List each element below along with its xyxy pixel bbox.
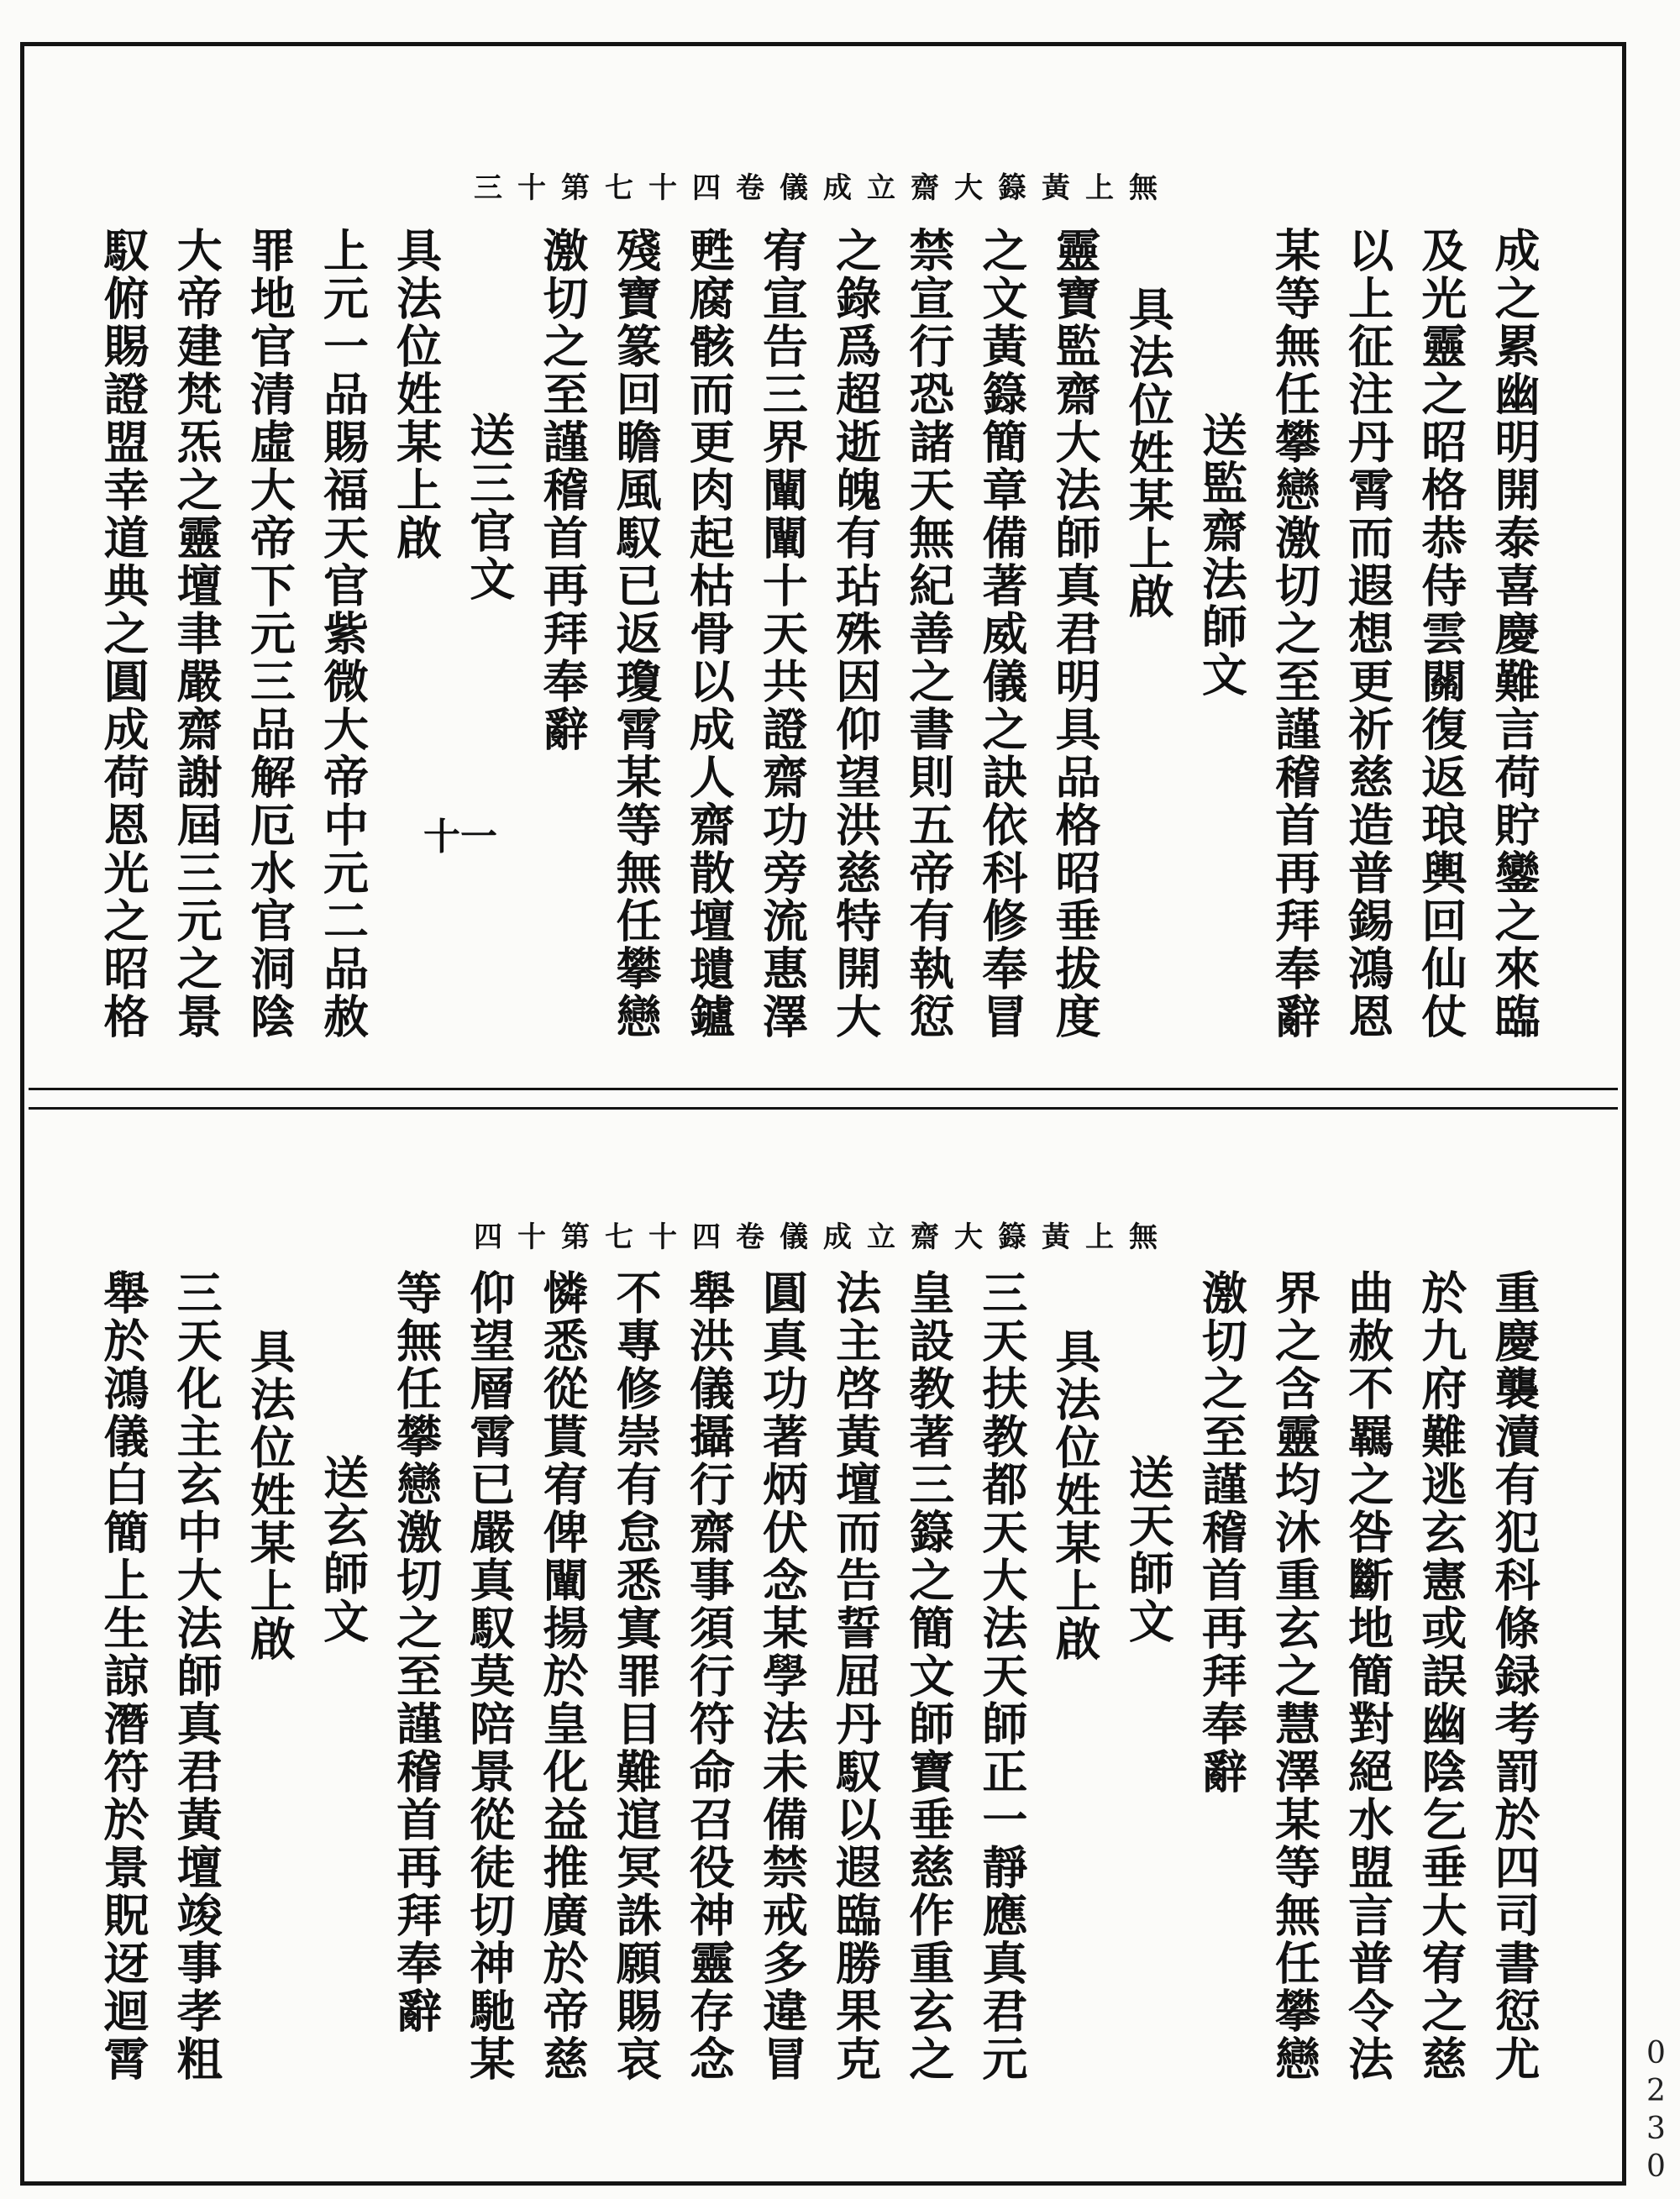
text-column: 及光靈之昭格恭侍雲關復返琅輿回仙仗 xyxy=(1414,227,1468,1041)
folio-mark: 十一 xyxy=(423,816,497,858)
top-page-header: 無上黃籙大齋立成儀卷四十七第十三 xyxy=(474,171,1173,205)
text-column: 不專修崇有怠悉寘罪目難逭冥誅願賜哀 xyxy=(609,1269,664,2083)
page-number: 0230 xyxy=(1639,2036,1673,2187)
text-column: 具法位姓某上啟 xyxy=(1121,286,1176,621)
text-column: 舉洪儀攝行齋事須行符命召役神靈存念 xyxy=(682,1269,737,2083)
text-column: 三天化主玄中大法師真君黃壇竣事孝粗 xyxy=(170,1269,224,2083)
text-column: 舉於鴻儀白簡上生諒潛符於景貺迓迴霄 xyxy=(97,1269,150,2083)
text-column: 成之累幽明開泰喜慶難言荷貯鑾之來臨 xyxy=(1487,227,1541,1041)
bottom-page-header: 無上黃籙大齋立成儀卷四十七第十四 xyxy=(474,1220,1173,1254)
text-column: 界之含靈均沐重玄之慧澤某等無任攀戀 xyxy=(1268,1269,1322,2083)
text-column: 激切之至謹稽首再拜奉辭 xyxy=(535,227,590,753)
text-column: 皇設教著三籙之簡文師寶垂慈作重玄之 xyxy=(901,1269,956,2083)
section-title: 送監齋法師文 xyxy=(1194,412,1249,699)
text-column: 具法位姓某上啟 xyxy=(243,1328,297,1663)
text-column: 於九府難逃玄憲或誤幽陰乞垂大宥之慈 xyxy=(1414,1269,1468,2083)
text-column: 仰望層霄已嚴真馭莫陪景從徒切神馳某 xyxy=(462,1269,517,2083)
text-column: 重慶襲瀆有犯科條録考罰於四司書愆尤 xyxy=(1487,1269,1541,2083)
text-column: 殘寶篆回瞻風馭已返瓊霄某等無任攀戀 xyxy=(609,227,664,1041)
text-column: 馭俯賜證盟幸道典之圓成荷恩光之昭格 xyxy=(97,227,150,1041)
text-column: 具法位姓某上啟 xyxy=(1048,1328,1103,1663)
text-column: 甦腐骸而更肉起枯骨以成人齋散壇壝鑪 xyxy=(682,227,737,1041)
top-page-text-columns xyxy=(87,227,1551,1054)
section-title: 送玄師文 xyxy=(316,1454,370,1645)
text-column: 圓真功著炳伏念某學法未備禁戒多違冒 xyxy=(755,1269,810,2083)
bottom-page-text-columns xyxy=(87,1269,1551,2137)
text-column: 具法位姓某上啟 xyxy=(389,227,444,562)
bottom-page-panel xyxy=(29,1107,1618,2179)
text-column: 三天扶教都天大法天師正一靜應真君元 xyxy=(974,1269,1029,2083)
text-column: 宥宣告三界闡闡十天共證齋功旁流惠澤 xyxy=(755,227,810,1041)
section-title: 送天師文 xyxy=(1121,1454,1176,1645)
top-page-panel xyxy=(29,50,1618,1090)
section-title: 送三官文 xyxy=(462,412,517,603)
text-column: 大帝建梵炁之靈壇聿嚴齋謝屆三元之景 xyxy=(170,227,224,1041)
text-column: 等無任攀戀激切之至謹稽首再拜奉辭 xyxy=(389,1269,444,2035)
text-column: 憐悉從貰宥俾闡揚於皇化益推廣於帝慈 xyxy=(535,1269,590,2083)
text-column: 某等無任攀戀激切之至謹稽首再拜奉辭 xyxy=(1268,227,1322,1041)
text-column: 法主啓黃壇而告誓屈丹馭以遐臨勝果克 xyxy=(828,1269,883,2083)
text-column: 曲赦不羈之咎斷地簡對絕水盟言普令法 xyxy=(1341,1269,1395,2083)
text-column: 激切之至謹稽首再拜奉辭 xyxy=(1194,1269,1249,1796)
text-column: 禁宣行恐諸天無紀善之書則五帝有執愆 xyxy=(901,227,956,1041)
text-column: 上元一品賜福天官紫微大帝中元二品赦 xyxy=(316,227,370,1041)
text-column: 以上征注丹霄而遐想更祈慈造普錫鴻恩 xyxy=(1341,227,1395,1041)
text-column: 之錄爲超逝魄有玷殊因仰望洪慈特開大 xyxy=(828,227,883,1041)
text-column: 靈寶監齋大法師真君明具品格昭垂拔度 xyxy=(1048,227,1103,1041)
text-column: 罪地官清虛大帝下元三品解厄水官洞陰 xyxy=(243,227,297,1041)
text-column: 之文黃籙簡章備著威儀之訣依科修奉冒 xyxy=(974,227,1029,1041)
